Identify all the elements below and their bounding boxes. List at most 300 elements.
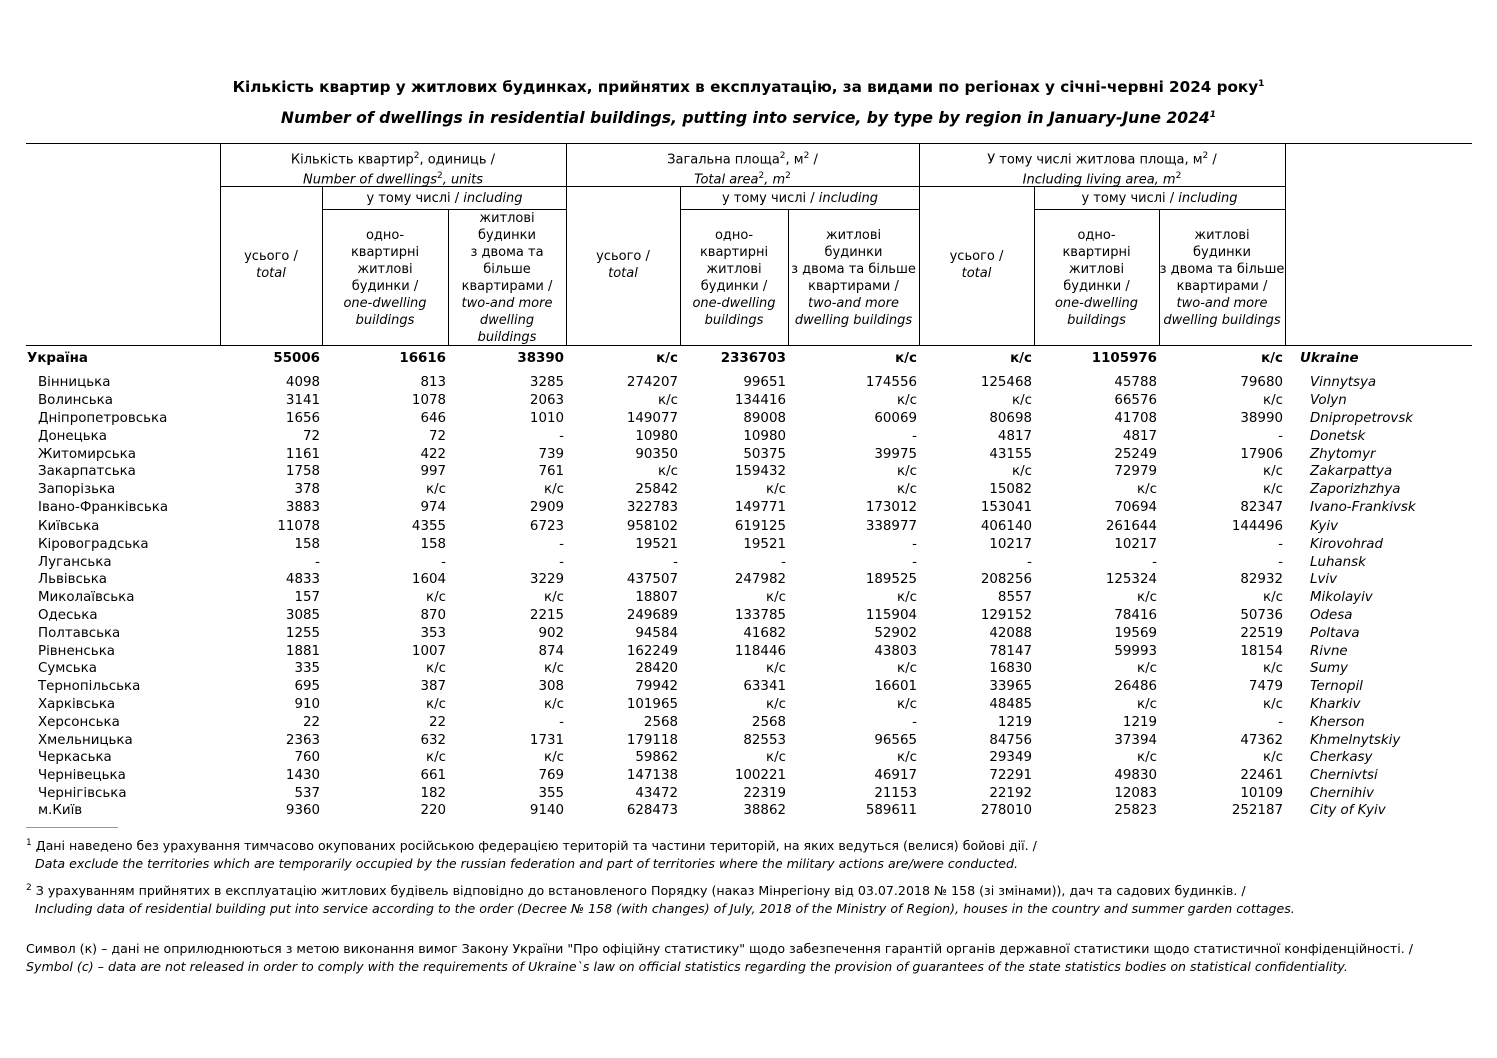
- header-one-dwelling: одно- квартирні житлові будинки / one-dwelling buildings: [1054, 228, 1139, 328]
- symbol-note-uk: Символ (к) – дані не оприлюднюються з метою виконання вимог Закону України "Про офіційну статистику" щодо забезпечення гарантій органів державної статистики щодо статистичної конфіденційності. /: [26, 941, 1413, 956]
- region-name-uk: Чернігівська: [38, 786, 127, 801]
- cell: к/с: [1263, 393, 1283, 408]
- cell: 22: [302, 715, 320, 730]
- cell: 84756: [989, 733, 1032, 748]
- cell: 974: [420, 500, 446, 515]
- cell: 619125: [734, 519, 786, 534]
- region-name-en: Kherson: [1310, 715, 1365, 730]
- cell: к/с: [897, 697, 917, 712]
- cell: к/с: [1263, 750, 1283, 765]
- cell: 147138: [626, 768, 678, 783]
- cell: 72291: [989, 768, 1032, 783]
- region-name-en: Zaporizhzhya: [1310, 482, 1401, 497]
- cell: к/с: [897, 661, 917, 676]
- cell: 38862: [743, 803, 786, 818]
- page-title-uk: Кількість квартир у житлових будинках, прийнятих в експлуатацію, за видами по регіонах у січні-червні 2024 року$^1$: [232, 78, 1265, 96]
- cell: 12083: [1114, 786, 1157, 801]
- table-row: [0, 733, 1497, 751]
- table-row: [0, 500, 1497, 518]
- header-one-dwelling: одно- квартирні житлові будинки / one-dwelling buildings: [692, 228, 776, 328]
- region-name-en: Ternopil: [1310, 679, 1363, 694]
- cell: -: [912, 555, 917, 570]
- cell: 1604: [411, 572, 446, 587]
- cell: к/с: [426, 697, 446, 712]
- table-row: [0, 661, 1497, 679]
- region-name-en: Kirovohrad: [1310, 537, 1384, 552]
- cell: 82553: [743, 733, 786, 748]
- cell: 2909: [529, 500, 564, 515]
- cell: 1881: [285, 644, 320, 659]
- cell: 2568: [643, 715, 678, 730]
- cell: 38990: [1240, 411, 1283, 426]
- header-living-area: У тому числі житлова площа, $м^2$ / Including living area, $m^2$: [987, 151, 1217, 188]
- region-name-uk: Тернопільська: [38, 679, 141, 694]
- cell: 15082: [989, 482, 1032, 497]
- table-row: [0, 519, 1497, 537]
- cell: 874: [538, 644, 564, 659]
- cell: -: [673, 555, 678, 570]
- cell: 378: [294, 482, 320, 497]
- region-name-uk: Івано-Франківська: [38, 500, 169, 515]
- region-name-uk: Миколаївська: [38, 590, 135, 605]
- cell: к/с: [1012, 464, 1032, 479]
- header-two-more: житлові будинки з двома та більше квартирами / two-and more dwelling buildings: [1159, 228, 1285, 328]
- cell: 278010: [980, 803, 1032, 818]
- cell: 2215: [529, 608, 564, 623]
- table-row: [0, 375, 1497, 393]
- region-name-uk: Полтавська: [38, 626, 121, 641]
- cell: 173012: [865, 500, 917, 515]
- region-name-uk: Запорізька: [38, 482, 116, 497]
- cell: 25249: [1114, 447, 1157, 462]
- cell: к/с: [1137, 661, 1157, 676]
- cell: 149771: [734, 500, 786, 515]
- table-row: [0, 697, 1497, 715]
- cell: 100221: [734, 768, 786, 783]
- cell: 59862: [635, 750, 678, 765]
- region-name-en: Donetsk: [1310, 429, 1366, 444]
- cell: 3229: [529, 572, 564, 587]
- cell: 695: [294, 679, 320, 694]
- cell: 537: [294, 786, 320, 801]
- table-row: [0, 768, 1497, 786]
- cell: к/с: [897, 750, 917, 765]
- cell: 3085: [285, 608, 320, 623]
- table-row: [0, 715, 1497, 733]
- region-name-uk: Донецька: [38, 429, 107, 444]
- cell: 63341: [743, 679, 786, 694]
- footnote-1-uk: $^1$ Дані наведено без урахування тимчасово окупованих російською федерацією територій та частини територій, на яких ведуться (велися) бойові дії. /: [26, 838, 1037, 854]
- cell: -: [1278, 555, 1283, 570]
- cell: 247982: [734, 572, 786, 587]
- cell: 628473: [626, 803, 678, 818]
- cell: 9140: [529, 803, 564, 818]
- cell: 646: [420, 411, 446, 426]
- cell: 39975: [874, 447, 917, 462]
- region-name-uk: Волинська: [38, 393, 113, 408]
- cell: к/с: [1261, 351, 1283, 366]
- cell: 16616: [399, 351, 446, 366]
- cell: 158: [420, 537, 446, 552]
- cell: 43803: [874, 644, 917, 659]
- cell: к/с: [1137, 697, 1157, 712]
- region-name-uk: м.Київ: [38, 803, 83, 818]
- cell: 47362: [1240, 733, 1283, 748]
- header-total-area: Загальна площа$^2$, $м^2$ / Total area$^2$, $m^2$: [667, 151, 818, 188]
- cell: к/с: [897, 464, 917, 479]
- cell: 43155: [989, 447, 1032, 462]
- cell: -: [559, 537, 564, 552]
- table-row: [0, 626, 1497, 644]
- cell: 1078: [411, 393, 446, 408]
- region-name-en: Zhytomyr: [1310, 447, 1376, 462]
- cell: 90350: [635, 447, 678, 462]
- region-name-en: Ukraine: [1300, 351, 1359, 366]
- symbol-note-en: Symbol (c) – data are not released in order to comply with the requirements of Ukraine`s law on official statistics regarding the provision of guarantees of the state statistics bodies on statistical confidentiality.: [26, 959, 1348, 974]
- cell: 41708: [1114, 411, 1157, 426]
- cell: 21153: [874, 786, 917, 801]
- cell: 1758: [285, 464, 320, 479]
- cell: 59993: [1114, 644, 1157, 659]
- header-including: у тому числі / including: [1081, 191, 1238, 206]
- table-row: [0, 644, 1497, 662]
- table-row: [0, 786, 1497, 804]
- cell: 274207: [626, 375, 678, 390]
- header-total: усього / total: [244, 249, 298, 281]
- cell: 25823: [1114, 803, 1157, 818]
- cell: 208256: [980, 572, 1032, 587]
- footnote-2-uk: $^2$ З урахуванням прийнятих в експлуатацію житлових будівель відповідно до встановленого Порядку (наказ Мінрегіону від 03.07.2018 № 158 (зі змінами)), дач та садових будинків. /: [26, 883, 1246, 899]
- region-name-uk: Закарпатська: [38, 464, 136, 479]
- region-name-uk: Луганська: [38, 555, 112, 570]
- cell: 159432: [734, 464, 786, 479]
- cell: 133785: [734, 608, 786, 623]
- cell: 406140: [980, 519, 1032, 534]
- region-name-uk: Вінницька: [38, 375, 111, 390]
- region-name-en: Lviv: [1310, 572, 1338, 587]
- cell: 220: [420, 803, 446, 818]
- cell: 78416: [1114, 608, 1157, 623]
- cell: 10109: [1240, 786, 1283, 801]
- region-name-uk: Львівська: [38, 572, 108, 587]
- table-row: [0, 572, 1497, 590]
- cell: к/с: [544, 590, 564, 605]
- cell: -: [912, 537, 917, 552]
- cell: 18807: [635, 590, 678, 605]
- cell: к/с: [897, 393, 917, 408]
- region-name-en: Chernivtsi: [1310, 768, 1378, 783]
- region-name-uk: Херсонська: [38, 715, 120, 730]
- cell: 38390: [517, 351, 564, 366]
- region-name-en: Ivano-Frankivsk: [1310, 500, 1416, 515]
- cell: 870: [420, 608, 446, 623]
- cell: 82347: [1240, 500, 1283, 515]
- cell: 910: [294, 697, 320, 712]
- cell: 4833: [285, 572, 320, 587]
- table-row: [0, 590, 1497, 608]
- cell: 50375: [743, 447, 786, 462]
- cell: -: [559, 555, 564, 570]
- cell: 11078: [277, 519, 320, 534]
- cell: 4098: [285, 375, 320, 390]
- cell: 60069: [874, 411, 917, 426]
- footnote-divider: [26, 827, 118, 828]
- cell: 10217: [1114, 537, 1157, 552]
- table-row: [0, 411, 1497, 429]
- header-one-dwelling: одно- квартирні житлові будинки / one-dwelling buildings: [343, 228, 427, 328]
- cell: 125468: [980, 375, 1032, 390]
- cell: к/с: [426, 661, 446, 676]
- cell: 42088: [989, 626, 1032, 641]
- cell: к/с: [1010, 351, 1032, 366]
- table-row: [0, 679, 1497, 697]
- cell: к/с: [897, 590, 917, 605]
- region-name-uk: Дніпропетровська: [38, 411, 168, 426]
- cell: 632: [420, 733, 446, 748]
- cell: к/с: [766, 590, 786, 605]
- page-title-en: Number of dwellings in residential buildings, putting into service, by type by region in January-June 2024$^1$: [280, 109, 1217, 127]
- region-name-uk: Київська: [38, 519, 100, 534]
- cell: 153041: [980, 500, 1032, 515]
- cell: 96565: [874, 733, 917, 748]
- cell: 144496: [1231, 519, 1283, 534]
- cell: 52902: [874, 626, 917, 641]
- cell: 70694: [1114, 500, 1157, 515]
- cell: к/с: [544, 482, 564, 497]
- cell: 29349: [989, 750, 1032, 765]
- cell: 1105976: [1091, 351, 1157, 366]
- cell: 99651: [743, 375, 786, 390]
- cell: 115904: [865, 608, 917, 623]
- cell: 101965: [626, 697, 678, 712]
- cell: 79680: [1240, 375, 1283, 390]
- cell: 79942: [635, 679, 678, 694]
- cell: 9360: [285, 803, 320, 818]
- cell: к/с: [766, 750, 786, 765]
- cell: к/с: [895, 351, 917, 366]
- cell: 308: [538, 679, 564, 694]
- cell: 46917: [874, 768, 917, 783]
- cell: 4817: [1122, 429, 1157, 444]
- cell: -: [912, 715, 917, 730]
- cell: 2568: [751, 715, 786, 730]
- cell: -: [1152, 555, 1157, 570]
- cell: 437507: [626, 572, 678, 587]
- region-name-en: Chernihiv: [1310, 786, 1374, 801]
- cell: 997: [420, 464, 446, 479]
- cell: -: [441, 555, 446, 570]
- region-name-en: Odesa: [1310, 608, 1353, 623]
- cell: 261644: [1105, 519, 1157, 534]
- table-row: [0, 393, 1497, 411]
- cell: 335: [294, 661, 320, 676]
- cell: 16830: [989, 661, 1032, 676]
- cell: к/с: [544, 750, 564, 765]
- cell: 49830: [1114, 768, 1157, 783]
- header-dwellings: Кількість квартир$^2$, одиниць / Number of dwellings$^2$, units: [290, 151, 496, 188]
- cell: к/с: [1263, 661, 1283, 676]
- table-row: [0, 537, 1497, 555]
- cell: 760: [294, 750, 320, 765]
- cell: 322783: [626, 500, 678, 515]
- cell: 33965: [989, 679, 1032, 694]
- cell: -: [1278, 429, 1283, 444]
- cell: к/с: [1263, 697, 1283, 712]
- region-name-uk: Сумська: [38, 661, 97, 676]
- cell: -: [559, 715, 564, 730]
- cell: к/с: [766, 697, 786, 712]
- cell: -: [781, 555, 786, 570]
- cell: 19521: [743, 537, 786, 552]
- cell: 82932: [1240, 572, 1283, 587]
- cell: 589611: [865, 803, 917, 818]
- table-row: [0, 608, 1497, 626]
- footnote-2-en: Including data of residential building put into service according to the order (Decree № 158 (with changes) of July, 2018 of the Ministry of Region), houses in the country and summer garden cottages.: [35, 901, 1295, 916]
- cell: 338977: [865, 519, 917, 534]
- cell: к/с: [426, 482, 446, 497]
- table-row: [0, 464, 1497, 482]
- cell: 8557: [997, 590, 1032, 605]
- header-total: усього / total: [949, 249, 1004, 281]
- cell: 94584: [635, 626, 678, 641]
- region-name-en: Vinnytsya: [1310, 375, 1377, 390]
- cell: 37394: [1114, 733, 1157, 748]
- cell: 1430: [285, 768, 320, 783]
- cell: 189525: [865, 572, 917, 587]
- cell: 769: [538, 768, 564, 783]
- cell: 249689: [626, 608, 678, 623]
- cell: 813: [420, 375, 446, 390]
- region-name-en: Sumy: [1310, 661, 1348, 676]
- cell: 2063: [529, 393, 564, 408]
- cell: 1219: [1122, 715, 1157, 730]
- cell: 55006: [273, 351, 320, 366]
- cell: 1010: [529, 411, 564, 426]
- cell: 387: [420, 679, 446, 694]
- cell: 89008: [743, 411, 786, 426]
- cell: 661: [420, 768, 446, 783]
- cell: 72979: [1114, 464, 1157, 479]
- cell: 10217: [989, 537, 1032, 552]
- region-name-uk: Україна: [27, 351, 88, 366]
- cell: к/с: [1137, 482, 1157, 497]
- cell: к/с: [426, 750, 446, 765]
- cell: -: [1027, 555, 1032, 570]
- cell: к/с: [1263, 482, 1283, 497]
- cell: 2363: [285, 733, 320, 748]
- cell: 22319: [743, 786, 786, 801]
- cell: 134416: [734, 393, 786, 408]
- footnote-1-en: Data exclude the territories which are temporarily occupied by the russian federation and part of territories where the military actions are/were conducted.: [35, 856, 1019, 871]
- cell: 1656: [285, 411, 320, 426]
- cell: 958102: [626, 519, 678, 534]
- header-two-more: житлові будинки з двома та більше квартирами / two-and more dwelling buildings: [461, 211, 553, 345]
- cell: к/с: [1137, 750, 1157, 765]
- cell: 179118: [626, 733, 678, 748]
- cell: к/с: [897, 482, 917, 497]
- cell: к/с: [426, 590, 446, 605]
- cell: к/с: [766, 482, 786, 497]
- cell: 19569: [1114, 626, 1157, 641]
- region-name-en: Kharkiv: [1310, 697, 1361, 712]
- cell: 174556: [865, 375, 917, 390]
- cell: 1731: [529, 733, 564, 748]
- cell: 19521: [635, 537, 678, 552]
- cell: 7479: [1248, 679, 1283, 694]
- cell: 158: [294, 537, 320, 552]
- table-row: [0, 447, 1497, 465]
- region-name-en: Volyn: [1310, 393, 1347, 408]
- cell: 78147: [989, 644, 1032, 659]
- cell: к/с: [658, 464, 678, 479]
- cell: 50736: [1240, 608, 1283, 623]
- cell: к/с: [656, 351, 678, 366]
- region-name-en: Mikolayiv: [1310, 590, 1373, 605]
- region-name-en: Kyiv: [1310, 519, 1338, 534]
- cell: 10980: [635, 429, 678, 444]
- cell: -: [559, 429, 564, 444]
- cell: -: [1278, 715, 1283, 730]
- region-name-en: Khmelnytskiy: [1310, 733, 1401, 748]
- cell: к/с: [1012, 393, 1032, 408]
- cell: 22: [428, 715, 446, 730]
- cell: 43472: [635, 786, 678, 801]
- table-row: [0, 803, 1497, 821]
- cell: 761: [538, 464, 564, 479]
- cell: 18154: [1240, 644, 1283, 659]
- cell: 26486: [1114, 679, 1157, 694]
- cell: 355: [538, 786, 564, 801]
- region-name-en: Cherkasy: [1310, 750, 1373, 765]
- header-including: у тому числі / including: [366, 191, 523, 206]
- header-including: у тому числі / including: [721, 191, 879, 206]
- cell: к/с: [1263, 464, 1283, 479]
- cell: 739: [538, 447, 564, 462]
- cell: 22461: [1240, 768, 1283, 783]
- cell: 353: [420, 626, 446, 641]
- cell: 3285: [529, 375, 564, 390]
- cell: 72: [428, 429, 446, 444]
- cell: 118446: [734, 644, 786, 659]
- header-two-more: житлові будинки з двома та більше квартирами / two-and more dwelling buildings: [791, 228, 916, 328]
- cell: 1161: [285, 447, 320, 462]
- cell: -: [912, 429, 917, 444]
- cell: 10980: [743, 429, 786, 444]
- region-name-en: City of Kyiv: [1310, 803, 1386, 818]
- cell: -: [315, 555, 320, 570]
- region-name-uk: Рівненська: [38, 644, 115, 659]
- table-row: [0, 750, 1497, 768]
- table-row-ukraine: [0, 351, 1497, 369]
- cell: 3883: [285, 500, 320, 515]
- cell: 157: [294, 590, 320, 605]
- region-name-en: Zakarpattya: [1310, 464, 1393, 479]
- cell: 1007: [411, 644, 446, 659]
- table-row: [0, 429, 1497, 447]
- region-name-en: Dnipropetrovsk: [1310, 411, 1414, 426]
- table-row: [0, 555, 1497, 573]
- cell: 22519: [1240, 626, 1283, 641]
- cell: -: [1278, 537, 1283, 552]
- cell: 16601: [874, 679, 917, 694]
- cell: 125324: [1105, 572, 1157, 587]
- cell: к/с: [1137, 590, 1157, 605]
- cell: к/с: [544, 661, 564, 676]
- cell: 252187: [1231, 803, 1283, 818]
- region-name-uk: Одеська: [38, 608, 98, 623]
- region-name-uk: Хмельницька: [38, 733, 133, 748]
- cell: 4355: [411, 519, 446, 534]
